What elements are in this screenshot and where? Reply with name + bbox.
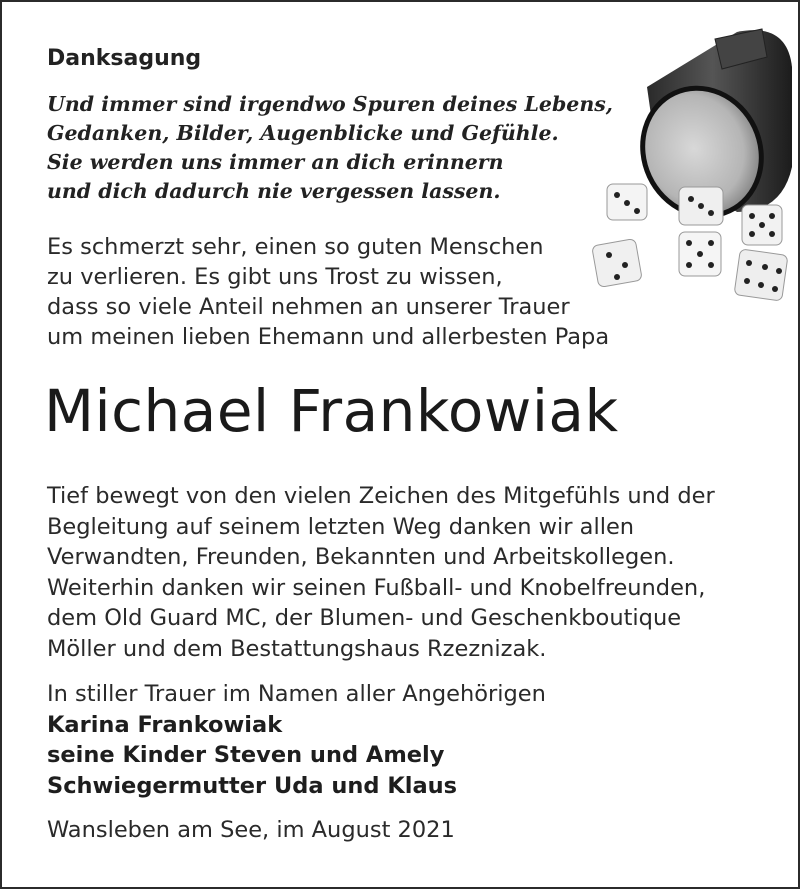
thanks-line: Tief bewegt von den vielen Zeichen des Mitgefühls und der — [47, 483, 715, 509]
poem-line: und dich dadurch nie vergessen lassen. — [47, 179, 501, 203]
mourner-name: Karina Frankowiak — [47, 711, 283, 738]
poem — [47, 90, 613, 206]
intro-line: Es schmerzt sehr, einen so guten Menschen — [47, 234, 544, 260]
mourner-name: seine Kinder Steven und Amely — [47, 742, 445, 768]
mourners-block — [47, 679, 546, 801]
mourners-intro: In stiller Trauer im Namen aller Angehörigen — [47, 681, 546, 707]
intro-line: dass so viele Anteil nehmen an unserer Trauer — [47, 294, 570, 320]
place-date: Wansleben am See, im August 2021 — [47, 817, 455, 843]
thanks-line: dem Old Guard MC, der Blumen- und Geschenkboutique — [47, 605, 682, 631]
intro-line: um meinen lieben Ehemann und allerbesten Papa — [47, 324, 610, 350]
poem-line: Und immer sind irgendwo Spuren deines Lebens, — [47, 92, 613, 116]
poem-line: Sie werden uns immer an dich erinnern — [47, 150, 504, 174]
thanks-line: Verwandten, Freunden, Bekannten und Arbeitskollegen. — [47, 544, 675, 570]
dice-cup-icon — [587, 27, 792, 312]
intro-line: zu verlieren. Es gibt uns Trost zu wissen, — [47, 264, 503, 290]
thanks-text — [47, 481, 715, 664]
thanks-line: Möller und dem Bestattungshaus Rzeznizak. — [47, 635, 547, 662]
heading: Danksagung — [47, 46, 202, 71]
thanks-line: Weiterhin danken wir seinen Fußball- und Knobelfreunden, — [47, 574, 706, 601]
poem-line: Gedanken, Bilder, Augenblicke und Gefühle. — [47, 121, 559, 145]
intro-text — [47, 232, 609, 352]
thanks-line: Begleitung auf seinem letzten Weg danken wir allen — [47, 513, 635, 540]
mourner-name: Schwiegermutter Uda und Klaus — [47, 772, 458, 799]
deceased-name: Michael Frankowiak — [44, 377, 619, 445]
